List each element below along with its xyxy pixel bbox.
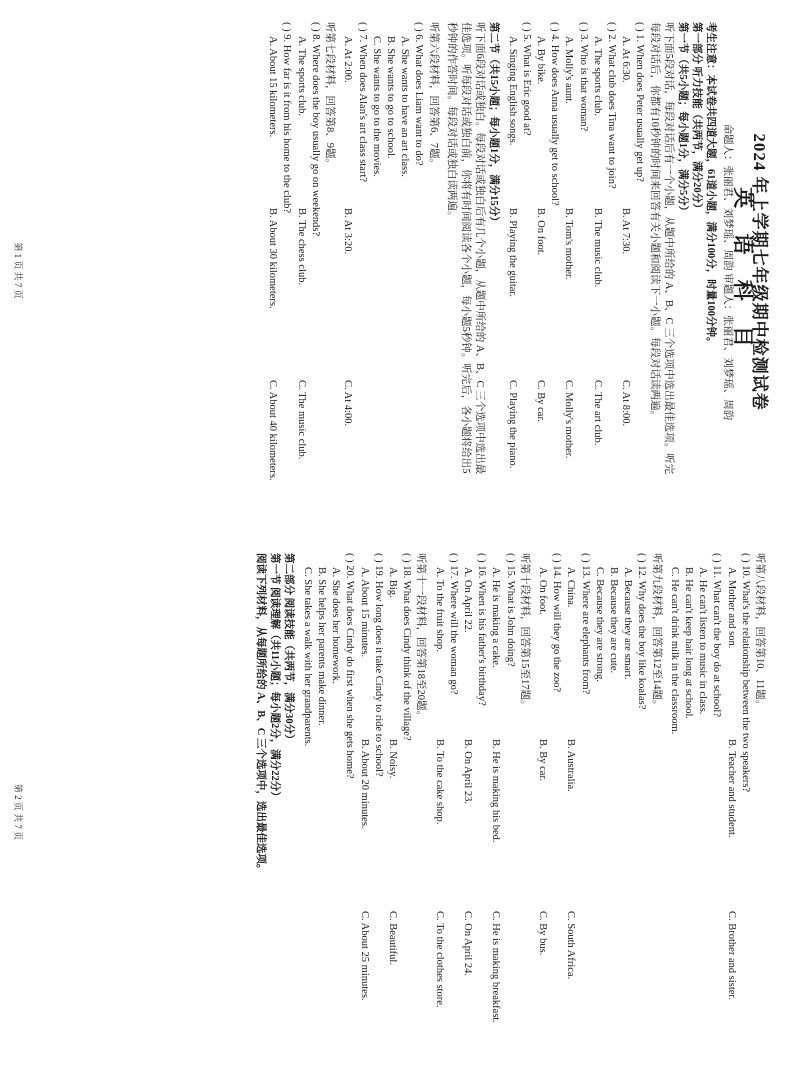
- question-10: ( ) 10. What's the relationship between the two speakers?: [739, 553, 751, 793]
- question-17: ( ) 17. Where will the woman go?: [447, 553, 459, 695]
- option-a: A. She wants to have an art class.: [399, 36, 411, 177]
- question-15: ( ) 15. What is John doing?: [504, 553, 516, 667]
- options-q5: [504, 22, 518, 522]
- material-6-heading: 听第六段材料，回答第6、7题。: [427, 22, 439, 169]
- question-18: ( ) 18. What does Cindy think of the village?: [401, 553, 413, 741]
- option-c: C. To the clothes store.: [433, 911, 445, 1008]
- question-19: ( ) 19. How long does it take Cindy to ride to school?: [372, 553, 384, 777]
- option-a: A. China.: [565, 567, 577, 608]
- page-2-column: [253, 553, 766, 1063]
- option-c: C. On April 24.: [461, 911, 473, 977]
- option-c: C. About 25 minutes.: [358, 911, 370, 1001]
- options-q3: [561, 22, 575, 522]
- options-q12: [592, 553, 635, 1063]
- page-1-column: [265, 22, 769, 522]
- option-b: B. Tom's mother.: [563, 208, 575, 280]
- option-a: A. Mother and son.: [725, 567, 737, 649]
- material-10-heading: 听第十段材料，回答第15至17题。: [518, 553, 530, 711]
- option-c: C. Brother and sister.: [725, 911, 737, 1000]
- option-a: A. To the fruit shop.: [433, 567, 445, 652]
- option-b: B. She wants to go to school.: [384, 36, 396, 159]
- option-b: B. About 20 minutes.: [358, 739, 370, 829]
- options-q19: [356, 553, 370, 1063]
- options-q18: [385, 553, 399, 1063]
- option-c: C. By car.: [534, 380, 546, 422]
- question-14: ( ) 14. How will they go the zoo?: [551, 553, 563, 693]
- option-b: B. Teacher and student.: [725, 739, 737, 838]
- option-a: A. He is making a cake.: [490, 567, 502, 668]
- option-b: B. She helps her parents make dinner.: [315, 567, 327, 726]
- option-c: C. At 4:00.: [342, 380, 354, 427]
- part2-section1-heading: 第一节 阅读理解（共11小题；每小题2分，满分22分）: [269, 553, 281, 802]
- options-q17: [431, 553, 445, 1063]
- options-q20: [300, 553, 343, 1063]
- options-q8: [294, 22, 308, 522]
- material-11-heading: 听第十一段材料，回答第18至20题。: [415, 553, 427, 721]
- option-a: A. At 6:30.: [620, 36, 632, 83]
- options-q13: [563, 553, 577, 1063]
- question-20: ( ) 20. What does Cindy do first when she gets home?: [344, 553, 356, 779]
- option-a: A. At 2:00.: [342, 36, 354, 83]
- option-b: B. Playing the guitar.: [506, 208, 518, 297]
- option-a: A. About 15 minutes.: [358, 567, 370, 658]
- exam-title: 2024 年上学期七年级期中检测试卷: [750, 133, 769, 411]
- option-a: A. The sports club.: [591, 36, 603, 117]
- question-2: ( ) 2. What club does Tina want to join?: [605, 22, 617, 189]
- question-11: ( ) 11. What can't the boy do at school?: [711, 553, 723, 718]
- section2-heading: 第二节（共15小题；每小题1分，满分15分）: [488, 22, 500, 227]
- material-7-heading: 听第七段材料，回答第8、9题。: [324, 22, 336, 169]
- option-b: B. He can't keep hair long at school.: [682, 567, 694, 720]
- option-a: A. The sports club.: [295, 36, 307, 117]
- options-q7: [340, 22, 354, 522]
- option-b: B. At 7:30.: [620, 208, 632, 255]
- option-a: A. He can't listen to music in class.: [697, 567, 709, 715]
- option-a: A. Big.: [386, 567, 398, 598]
- option-c: C. Playing the piano.: [506, 380, 518, 469]
- option-c: C. She wants to go to the movies.: [370, 36, 382, 177]
- options-q4: [533, 22, 547, 522]
- option-b: B. Noisy.: [386, 739, 398, 779]
- question-13: ( ) 13. Where are elephants from?: [579, 553, 591, 695]
- page-2: [0, 541, 794, 1083]
- page-1: [0, 0, 794, 541]
- options-q2: [590, 22, 604, 522]
- page-1-footer: 第 1 页 共 7 页: [13, 242, 23, 299]
- option-c: C. About 40 kilometers.: [267, 380, 279, 481]
- option-c: C. The music club.: [295, 380, 307, 460]
- option-c: C. Molly's mother.: [563, 380, 575, 459]
- question-4: ( ) 4. How does Anna usually get to school?: [549, 22, 561, 206]
- option-c: C. Because they are strong.: [593, 567, 605, 682]
- section2-instructions: 秒钟的作答时间。每段对话或独白读两遍。: [445, 22, 457, 222]
- part2-heading: 第二部分 阅读技能（共两节，满分30分）: [283, 553, 295, 745]
- option-b: B. Australia.: [565, 739, 577, 792]
- option-b: B. About 30 kilometers.: [267, 208, 279, 309]
- options-q9: [265, 22, 279, 522]
- material-9-heading: 听第九段材料，回答第12至14题。: [650, 553, 662, 711]
- section1-heading: 第一节（共5小题；每小题1分，满分5分）: [676, 22, 688, 217]
- question-6: ( ) 6. What does Liam want to do?: [413, 22, 425, 166]
- option-b: B. By car.: [536, 739, 548, 781]
- option-c: C. Beautiful.: [386, 911, 398, 965]
- option-c: C. The art club.: [591, 380, 603, 446]
- option-c: C. He is making breakfast.: [490, 911, 502, 1023]
- option-b: B. On April 23.: [461, 739, 473, 805]
- option-a: A. Because they are smart.: [622, 567, 634, 680]
- options-q14: [535, 553, 549, 1063]
- option-b: B. The music club.: [591, 208, 603, 288]
- question-3: ( ) 3. Who is that woman?: [577, 22, 589, 132]
- question-7: ( ) 7. When does Alan's art class start?: [356, 22, 368, 183]
- options-q15: [488, 553, 502, 1063]
- option-a: A. On April 22.: [461, 567, 473, 633]
- option-a: A. She does her homework.: [330, 567, 342, 684]
- question-16: ( ) 16. When is his father's birthday?: [476, 553, 488, 706]
- option-c: C. She takes a walk with her grandparents.: [301, 567, 313, 747]
- question-5: ( ) 5. What is Eric good at?: [520, 22, 532, 136]
- options-q10: [723, 553, 737, 1063]
- option-c: C. By bus.: [536, 911, 548, 956]
- section1-instructions: 每段对话后，你都有10秒钟的时间来回答有关小题和阅读下一小题。每段对话读两遍。: [648, 22, 660, 421]
- option-b: B. Because they are cute.: [607, 567, 619, 674]
- options-q16: [460, 553, 474, 1063]
- option-c: C. South Africa.: [565, 911, 577, 980]
- option-c: C. He can't drink milk in the classroom.: [668, 567, 680, 735]
- question-9: ( ) 9. How far is it from his home to the club?: [281, 22, 293, 213]
- exam-authors: 命题人：张丽君、刘梦瑶、周韵 审题人：张丽君、刘梦瑶、周韵: [721, 123, 733, 421]
- exam-subject: 英 语 科 目: [730, 187, 755, 357]
- option-b: B. To the cake shop.: [433, 739, 445, 825]
- part1-heading: 第一部分 听力技能（共两节，满分20分）: [691, 22, 703, 214]
- option-c: C. At 8:00.: [620, 380, 632, 427]
- section1-instructions: 听下面5段对话，每段对话后有一个小题，从题中所给的 A、B、C 三个选项中选出最佳选项。听完: [662, 22, 674, 475]
- option-a: A. Molly's aunt.: [563, 36, 575, 104]
- part2-instructions: 阅读下列材料，从每题所给的 A、B、C 三个选项中，选出最佳选项。: [255, 553, 267, 875]
- section2-instructions: 佳选项。听每段对话或独白前，你将有时间阅读各个小题，每小题5秒钟。听完后，各小题将给出5: [459, 22, 471, 474]
- option-a: A. By bike.: [534, 36, 546, 85]
- section2-instructions: 听下面6段对话或独白。每段对话或独白后有几个小题，从题中所给的 A、B、C 三个选项中选出最: [474, 22, 486, 475]
- option-a: A. About 15 kilometers.: [267, 36, 279, 138]
- option-a: A. Singing English songs.: [506, 36, 518, 146]
- question-8: ( ) 8. Where does the boy usually go on weekends?: [309, 22, 321, 237]
- question-12: ( ) 12. Why does the boy like koalas?: [636, 553, 648, 710]
- options-q6: [369, 22, 412, 522]
- option-b: B. He is making his bed.: [490, 739, 502, 843]
- question-1: ( ) 1. When does Peter usually get up?: [634, 22, 646, 182]
- option-a: A. On foot.: [536, 567, 548, 615]
- material-8-heading: 听第八段材料，回答第10、11题。: [754, 553, 765, 711]
- option-b: B. At 3:20.: [342, 208, 354, 255]
- option-b: B. On foot.: [534, 208, 546, 256]
- options-q11: [667, 553, 710, 1063]
- page-2-footer: 第 2 页 共 7 页: [13, 783, 23, 841]
- exam-notice: 考生注意：本试卷共四道大题，61道小题，满分100分，时量100分钟。: [705, 22, 717, 348]
- options-q1: [618, 22, 632, 522]
- option-b: B. The chess club.: [295, 208, 307, 286]
